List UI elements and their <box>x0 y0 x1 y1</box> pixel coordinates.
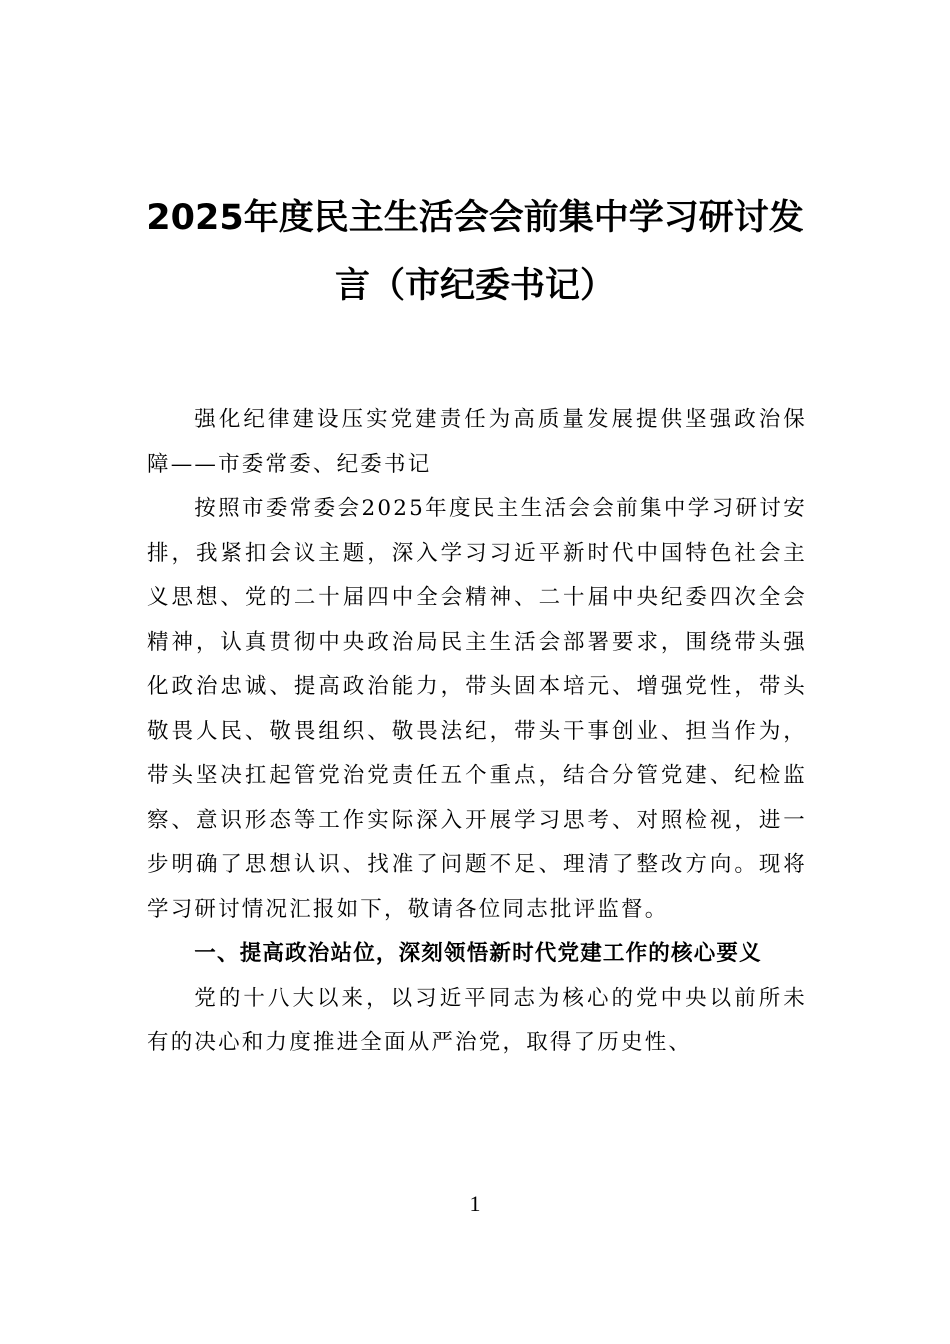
page-number: 1 <box>469 1191 481 1216</box>
document-body <box>147 398 807 1066</box>
document-title-line-1: 2025年度民主生活会会前集中学习研讨发 <box>146 198 804 238</box>
subtitle-paragraph: 强化纪律建设压实党建责任为高质量发展提供坚强政治保障——市委常委、纪委书记 <box>147 407 807 477</box>
section-heading: 一、提高政治站位，深刻领悟新时代党建工作的核心要义 <box>194 941 762 966</box>
intro-paragraph: 按照市委常委会2025年度民主生活会会前集中学习研讨安排，我紧扣会议主题，深入学习习近平新时代中国特色社会主义思想、党的二十届四中全会精神、二十届中央纪委四次全会精神，认真贯彻中央政治局民主生活会部署要求，围绕带头强化政治忠诚、提高政治能力，带头固本培元、增强党性，带头敬畏人民、敬畏组织、敬畏法纪，带头干事创业、担当作为，带头坚决扛起管党治党责任五个重点，结合分管党建、纪检监察、意识形态等工作实际深入开展学习思考、对照检视，进一步明确了思想认识、找准了问题不足、理清了整改方向。现将学习研讨情况汇报如下，敬请各位同志批评监督。 <box>147 496 807 922</box>
section-paragraph: 党的十八大以来，以习近平同志为核心的党中央以前所未有的决心和力度推进全面从严治党，取得了历史性、 <box>147 985 807 1055</box>
document-title-line-2: 言（市纪委书记） <box>334 266 615 306</box>
